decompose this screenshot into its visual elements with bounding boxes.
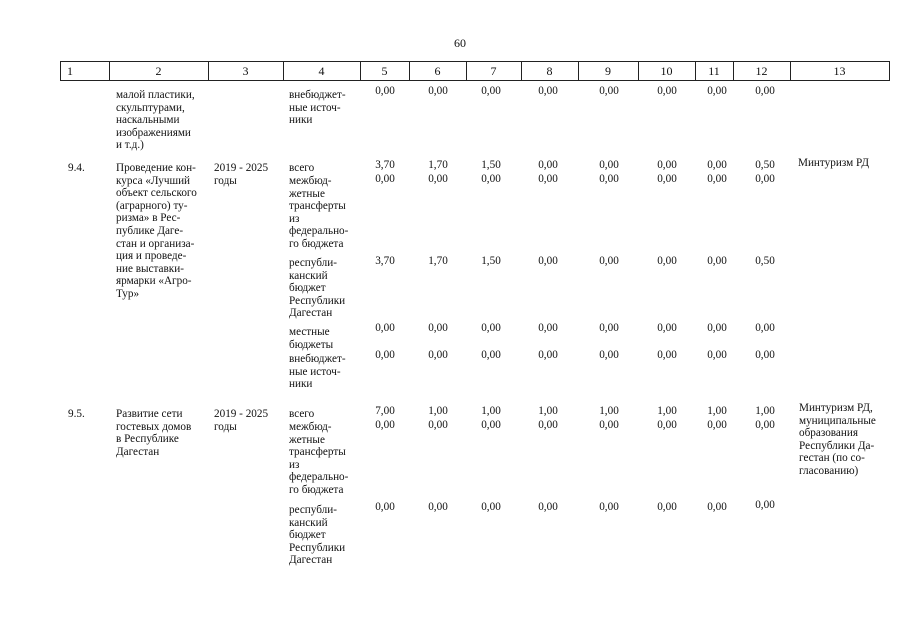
republican-value: 0,00 [755, 499, 775, 511]
local-value: 0,00 [755, 322, 775, 334]
total-value: 0,00 [599, 159, 619, 171]
activity-name-9-4: Проведение кон- курса «Лучший объект сельского (аграрного) ту- ризма» в Рес- публике Даге- стан и организа- ция и проведе- ние выставки- ярмарки «Агро- Тур» [116, 162, 197, 300]
republican-value: 0,00 [657, 255, 677, 267]
total-value: 1,00 [481, 405, 501, 417]
value-cell: 0,00 [375, 85, 395, 97]
republican-value: 0,00 [707, 255, 727, 267]
source-federal-transfers: межбюд- жетные трансферты из федерально- го бюджета [289, 175, 349, 250]
period-9-5: 2019 - 2025 годы [214, 408, 269, 433]
republican-value: 0,00 [707, 501, 727, 513]
value-cell: 0,00 [657, 85, 677, 97]
continued-name-cell: малой пластики, скульптурами, наскальными изображениями и т.д.) [116, 89, 195, 152]
total-value: 3,70 [375, 159, 395, 171]
total-value: 0,00 [657, 159, 677, 171]
source-local-budgets: местные бюджеты [289, 326, 334, 351]
total-value: 1,00 [755, 405, 775, 417]
row-number-9-5: 9.5. [68, 408, 85, 420]
federal-value: 0,00 [707, 173, 727, 185]
republican-value: 0,00 [428, 501, 448, 513]
column-header: 7 [490, 64, 497, 78]
value-cell: 0,00 [538, 85, 558, 97]
total-value: 1,00 [428, 405, 448, 417]
column-header: 5 [381, 64, 388, 78]
source-extra-budgetary: внебюджет- ные источ- ники [289, 353, 346, 391]
total-value: 0,00 [538, 159, 558, 171]
source-total: всего [289, 408, 315, 420]
extra-budgetary-value: 0,00 [599, 349, 619, 361]
extra-budgetary-value: 0,00 [707, 349, 727, 361]
executor-9-4: Минтуризм РД [798, 157, 869, 169]
header-top-border [60, 61, 890, 62]
federal-value: 0,00 [755, 419, 775, 431]
local-value: 0,00 [375, 322, 395, 334]
republican-value: 1,70 [428, 255, 448, 267]
total-value: 0,50 [755, 159, 775, 171]
total-value: 7,00 [375, 405, 395, 417]
local-value: 0,00 [707, 322, 727, 334]
extra-budgetary-value: 0,00 [755, 349, 775, 361]
republican-value: 0,00 [375, 501, 395, 513]
federal-value: 0,00 [599, 419, 619, 431]
republican-value: 0,00 [538, 501, 558, 513]
local-value: 0,00 [428, 322, 448, 334]
total-value: 1,00 [657, 405, 677, 417]
period-9-4: 2019 - 2025 годы [214, 162, 269, 187]
continued-source-cell: внебюджет- ные источ- ники [289, 89, 346, 127]
value-cell: 0,00 [599, 85, 619, 97]
republican-value: 0,00 [538, 255, 558, 267]
federal-value: 0,00 [375, 173, 395, 185]
total-value: 1,00 [538, 405, 558, 417]
value-cell: 0,00 [707, 85, 727, 97]
column-header: 13 [833, 64, 846, 78]
total-value: 1,00 [599, 405, 619, 417]
extra-budgetary-value: 0,00 [428, 349, 448, 361]
column-header: 11 [708, 64, 720, 78]
activity-name-9-5: Развитие сети гостевых домов в Республике Дагестан [116, 408, 192, 458]
federal-value: 0,00 [707, 419, 727, 431]
extra-budgetary-value: 0,00 [481, 349, 501, 361]
row-number-9-4: 9.4. [68, 162, 85, 174]
local-value: 0,00 [657, 322, 677, 334]
federal-value: 0,00 [538, 419, 558, 431]
republican-value: 0,00 [599, 255, 619, 267]
executor-9-5: Минтуризм РД, муниципальные образования Республики Да- гестан (по со- гласованию) [799, 402, 876, 477]
federal-value: 0,00 [538, 173, 558, 185]
header-divider [889, 61, 890, 81]
extra-budgetary-value: 0,00 [538, 349, 558, 361]
column-header: 2 [155, 64, 162, 78]
header-bottom-border [60, 80, 890, 81]
column-header: 3 [242, 64, 249, 78]
federal-value: 0,00 [755, 173, 775, 185]
federal-value: 0,00 [481, 419, 501, 431]
column-header: 1 [67, 64, 73, 78]
source-total: всего [289, 162, 315, 174]
total-value: 1,50 [481, 159, 501, 171]
federal-value: 0,00 [657, 173, 677, 185]
local-value: 0,00 [481, 322, 501, 334]
value-cell: 0,00 [428, 85, 448, 97]
republican-value: 1,50 [481, 255, 501, 267]
federal-value: 0,00 [599, 173, 619, 185]
republican-value: 0,50 [755, 255, 775, 267]
column-header: 9 [605, 64, 611, 78]
source-republican-budget: республи- канский бюджет Республики Дагестан [289, 504, 346, 567]
total-value: 1,00 [707, 405, 727, 417]
local-value: 0,00 [599, 322, 619, 334]
source-republican-budget: республи- канский бюджет Республики Дагестан [289, 257, 346, 320]
federal-value: 0,00 [375, 419, 395, 431]
federal-value: 0,00 [428, 419, 448, 431]
page-number: 60 [454, 36, 466, 50]
column-header: 4 [318, 64, 325, 78]
extra-budgetary-value: 0,00 [657, 349, 677, 361]
value-cell: 0,00 [755, 85, 775, 97]
column-header: 12 [755, 64, 768, 78]
republican-value: 0,00 [481, 501, 501, 513]
extra-budgetary-value: 0,00 [375, 349, 395, 361]
republican-value: 0,00 [657, 501, 677, 513]
federal-value: 0,00 [657, 419, 677, 431]
value-cell: 0,00 [481, 85, 501, 97]
total-value: 1,70 [428, 159, 448, 171]
column-header: 8 [546, 64, 553, 78]
local-value: 0,00 [538, 322, 558, 334]
column-header: 10 [660, 64, 673, 78]
republican-value: 0,00 [599, 501, 619, 513]
federal-value: 0,00 [481, 173, 501, 185]
source-federal-transfers: межбюд- жетные трансферты из федерально- го бюджета [289, 421, 349, 496]
republican-value: 3,70 [375, 255, 395, 267]
federal-value: 0,00 [428, 173, 448, 185]
column-header: 6 [434, 64, 441, 78]
total-value: 0,00 [707, 159, 727, 171]
